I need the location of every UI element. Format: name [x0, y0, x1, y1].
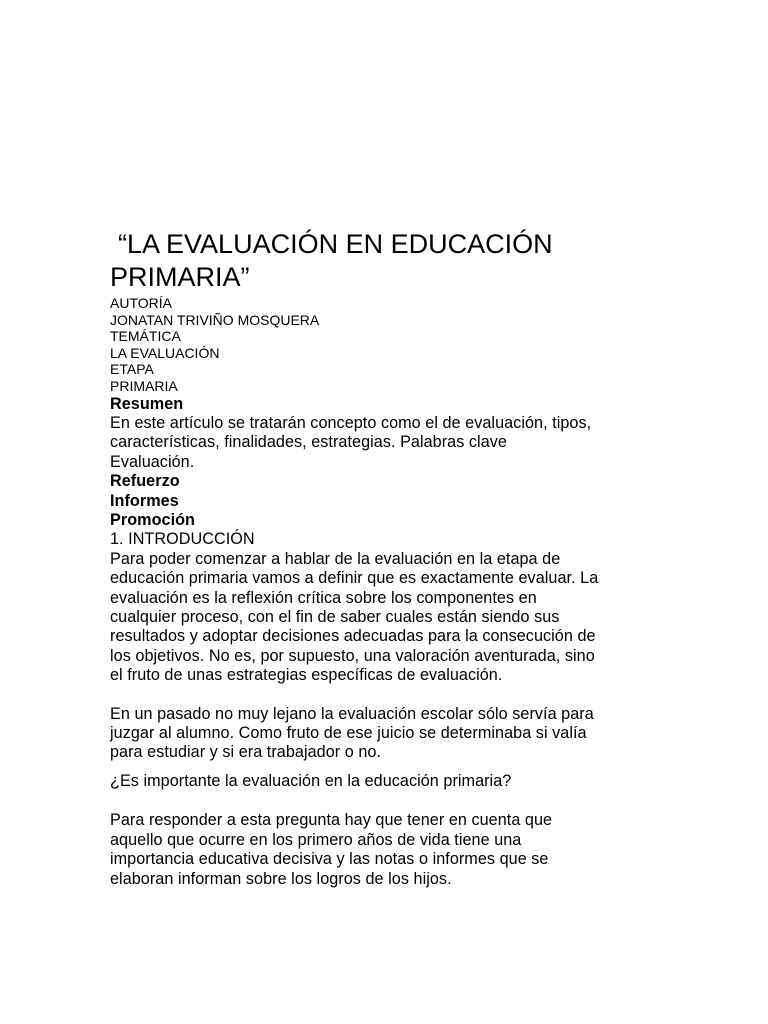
question-line: ¿Es importante la evaluación en la educación primaria? — [110, 771, 512, 790]
paragraph-1-line: evaluación es la reflexión crítica sobre los componentes en — [110, 588, 537, 607]
etapa-label: ETAPA — [110, 361, 154, 378]
tematica-value: LA EVALUACIÓN — [110, 344, 220, 361]
resumen-line: características, finalidades, estrategias. Palabras clave — [110, 433, 507, 452]
etapa-value: PRIMARIA — [110, 377, 178, 394]
paragraph-1-line: Para poder comenzar a hablar de la evaluación en la etapa de — [110, 549, 561, 568]
paragraph-2-line: para estudiar y si era trabajador o no. — [110, 743, 381, 762]
keyword: Informes — [110, 491, 179, 510]
paragraph-3-line: aquello que ocurre en los primero años de vida tiene una — [110, 830, 522, 849]
paragraph-3-line: importancia educativa decisiva y las notas o informes que se — [110, 850, 549, 869]
title-line-1: “LA EVALUACIÓN EN EDUCACIÓN — [118, 229, 553, 259]
keyword: Refuerzo — [110, 472, 180, 491]
paragraph-spacer — [110, 763, 670, 772]
resumen-heading: Resumen — [110, 394, 184, 413]
paragraph-2-line: juzgar al alumno. Como fruto de ese juicio se determinaba si valía — [110, 724, 587, 743]
paragraph-2-line: En un pasado no muy lejano la evaluación escolar sólo servía para — [110, 704, 594, 723]
paragraph-1-line: cualquier proceso, con el fin de saber cuales están siendo sus — [110, 608, 560, 627]
author-name: JONATAN TRIVIÑO MOSQUERA — [110, 311, 320, 328]
paragraph-spacer — [110, 686, 670, 705]
autoria-label: AUTORÍA — [110, 295, 172, 311]
document-page — [110, 228, 670, 889]
tematica-label: TEMÁTICA — [110, 328, 181, 345]
title-line-2: PRIMARIA” — [110, 262, 250, 292]
intro-heading: 1. INTRODUCCIÓN — [110, 530, 255, 549]
resumen-line: Evaluación. — [110, 452, 195, 471]
document-title — [110, 228, 670, 294]
paragraph-spacer — [110, 791, 670, 811]
document-metadata — [110, 295, 670, 395]
paragraph-1-line: resultados y adoptar decisiones adecuadas para la consecución de — [110, 627, 596, 646]
paragraph-1-line: los objetivos. No es, por supuesto, una valoración aventurada, sino — [110, 646, 595, 665]
keyword: Promoción — [110, 511, 195, 529]
document-body — [110, 395, 670, 889]
paragraph-3-line: elaboran informan sobre los logros de los hijos. — [110, 869, 452, 888]
paragraph-1-line: educación primaria vamos a definir que es exactamente evaluar. La — [110, 569, 599, 588]
resumen-line: En este artículo se tratarán concepto como el de evaluación, tipos, — [110, 413, 592, 432]
paragraph-3-line: Para responder a esta pregunta hay que tener en cuenta que — [110, 811, 553, 830]
paragraph-1-line: el fruto de unas estrategias específicas de evaluación. — [110, 666, 503, 685]
